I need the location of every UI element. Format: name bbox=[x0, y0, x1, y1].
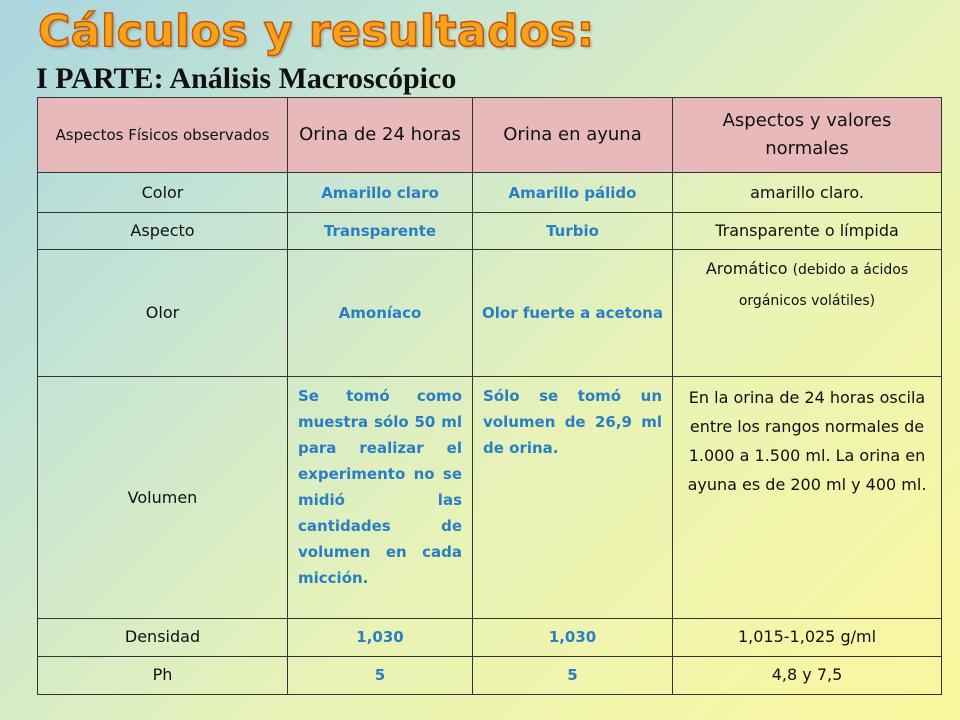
normal-cell: En la orina de 24 horas oscila entre los rangos normales de 1.000 a 1.500 ml. La orina en ayuna es de 200 ml y 400 ml. bbox=[673, 377, 942, 618]
aspect-cell: Volumen bbox=[38, 377, 288, 618]
table-row bbox=[38, 250, 942, 377]
normal-cell: Transparente o límpida bbox=[673, 213, 942, 250]
orina-24h-cell: Transparente bbox=[288, 213, 473, 250]
table-row bbox=[38, 173, 942, 213]
table-header-row bbox=[38, 98, 942, 173]
orina-ayuna-cell: 5 bbox=[473, 656, 673, 694]
header-orina-ayuna: Orina en ayuna bbox=[473, 98, 673, 173]
orina-ayuna-cell: Olor fuerte a acetona bbox=[473, 250, 673, 377]
aspect-cell: Ph bbox=[38, 656, 288, 694]
aspect-cell: Aspecto bbox=[38, 213, 288, 250]
aspect-cell: Densidad bbox=[38, 618, 288, 656]
slide-title: Cálculos y resultados: bbox=[38, 6, 595, 57]
normal-cell: amarillo claro. bbox=[673, 173, 942, 213]
header-valores-normales: Aspectos y valores normales bbox=[673, 98, 942, 173]
normal-value: Aromático bbox=[705, 259, 788, 279]
table-row bbox=[38, 213, 942, 250]
normal-cell: 1,015-1,025 g/ml bbox=[673, 618, 942, 656]
orina-ayuna-cell: 1,030 bbox=[473, 618, 673, 656]
orina-24h-cell: Amoníaco bbox=[288, 250, 473, 377]
orina-24h-cell: Amarillo claro bbox=[288, 173, 473, 213]
normal-cell: 4,8 y 7,5 bbox=[673, 656, 942, 694]
orina-ayuna-cell: Amarillo pálido bbox=[473, 173, 673, 213]
table-row bbox=[38, 618, 942, 656]
table-row bbox=[38, 377, 942, 618]
normal-cell bbox=[673, 250, 942, 377]
orina-24h-cell: 1,030 bbox=[288, 618, 473, 656]
header-aspectos-fisicos: Aspectos Físicos observados bbox=[38, 98, 288, 173]
header-orina-24h: Orina de 24 horas bbox=[288, 98, 473, 173]
section-subtitle: I PARTE: Análisis Macroscópico bbox=[36, 62, 457, 95]
aspect-cell: Olor bbox=[38, 250, 288, 377]
orina-ayuna-cell: Sólo se tomó un volumen de 26,9 ml de orina. bbox=[473, 377, 673, 618]
orina-24h-cell: 5 bbox=[288, 656, 473, 694]
results-table bbox=[37, 97, 942, 695]
table-row bbox=[38, 656, 942, 694]
orina-24h-cell: Se tomó como muestra sólo 50 ml para realizar el experimento no se midió las cantidades de volumen en cada micción. bbox=[288, 377, 473, 618]
aspect-cell: Color bbox=[38, 173, 288, 213]
normal-note: (debido a ácidos orgánicos volátiles) bbox=[738, 262, 909, 310]
orina-ayuna-cell: Turbio bbox=[473, 213, 673, 250]
